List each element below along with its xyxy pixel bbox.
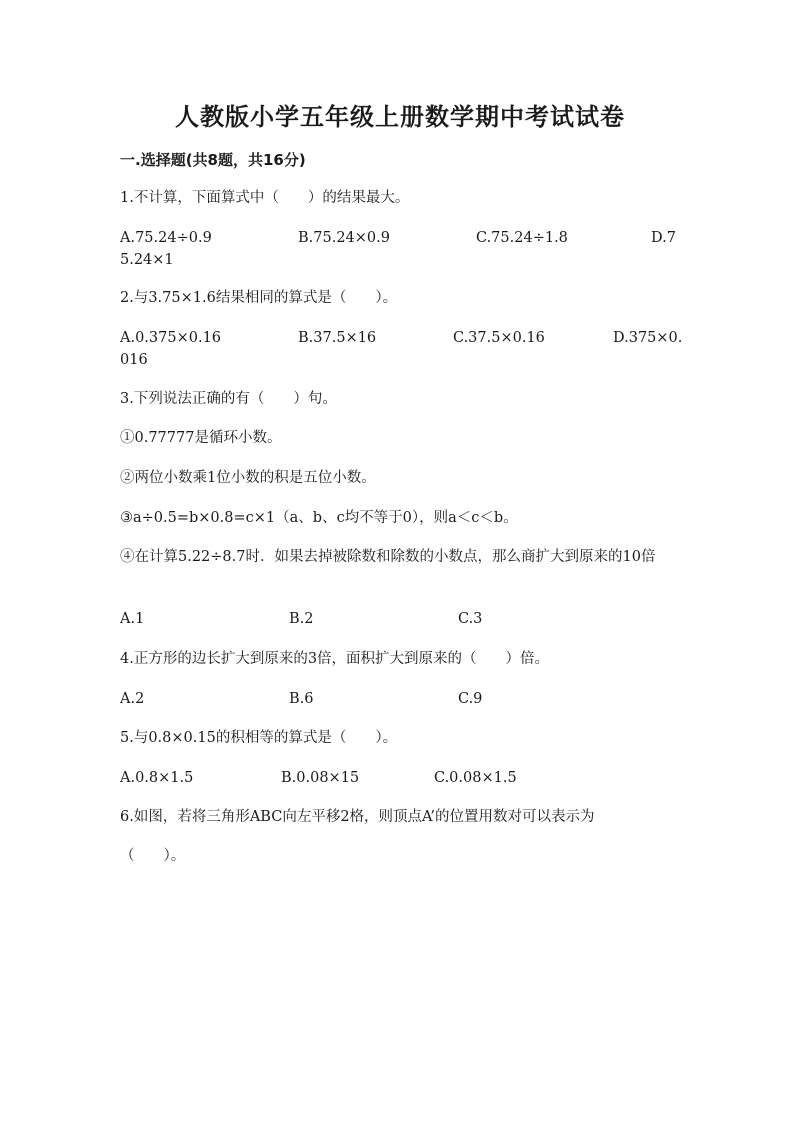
question-5-option-b: B.0.08×15 xyxy=(281,770,360,786)
question-5-stem: 5.与0.8×0.15的积相等的算式是（ ）。 xyxy=(120,730,398,746)
question-3-statement-3: ③a÷0.5=b×0.8=c×1（a、b、c均不等于0），则a＜c＜b。 xyxy=(120,510,518,526)
section-header: 一.选择题(共8题，共16分) xyxy=(120,151,306,169)
question-3-statement-2: ②两位小数乘1位小数的积是五位小数。 xyxy=(120,470,376,486)
question-2-option-a: A.0.375×0.16 xyxy=(120,330,222,346)
question-3-option-b: B.2 xyxy=(289,611,314,627)
question-3-option-c: C.3 xyxy=(458,611,483,627)
question-2-option-d-wrap: 016 xyxy=(120,352,148,368)
question-4-option-a: A.2 xyxy=(120,691,145,707)
question-5-option-a: A.0.8×1.5 xyxy=(120,770,194,786)
question-2-stem: 2.与3.75×1.6结果相同的算式是（ ）。 xyxy=(120,290,398,306)
question-1-option-c: C.75.24÷1.8 xyxy=(476,230,568,246)
question-1-option-a: A.75.24÷0.9 xyxy=(120,230,212,246)
question-4-option-b: B.6 xyxy=(289,691,314,707)
question-1-option-d: D.7 xyxy=(651,230,676,246)
question-2-option-d: D.375×0. xyxy=(613,330,683,346)
question-3-stem: 3.下列说法正确的有（ ）句。 xyxy=(120,391,337,407)
question-2-option-b: B.37.5×16 xyxy=(298,330,377,346)
question-3-statement-1: ①0.77777是循环小数。 xyxy=(120,430,282,446)
question-4-stem: 4.正方形的边长扩大到原来的3倍，面积扩大到原来的（ ）倍。 xyxy=(120,651,550,667)
question-6-stem: 6.如图，若将三角形ABC向左平移2格，则顶点A’的位置用数对可以表示为 xyxy=(120,809,595,825)
question-6-stem-continued: （ ）。 xyxy=(120,848,186,864)
question-1-option-d-wrap: 5.24×1 xyxy=(120,252,174,268)
question-5-option-c: C.0.08×1.5 xyxy=(434,770,517,786)
question-1-stem: 1.不计算，下面算式中（ ）的结果最大。 xyxy=(120,190,410,206)
question-4-option-c: C.9 xyxy=(458,691,483,707)
page-title: 人教版小学五年级上册数学期中考试试卷 xyxy=(175,103,625,131)
question-2-option-c: C.37.5×0.16 xyxy=(453,330,545,346)
question-1-option-b: B.75.24×0.9 xyxy=(298,230,390,246)
question-3-option-a: A.1 xyxy=(120,611,145,627)
question-3-statement-4: ④在计算5.22÷8.7时．如果去掉被除数和除数的小数点，那么商扩大到原来的10倍 xyxy=(120,549,656,565)
